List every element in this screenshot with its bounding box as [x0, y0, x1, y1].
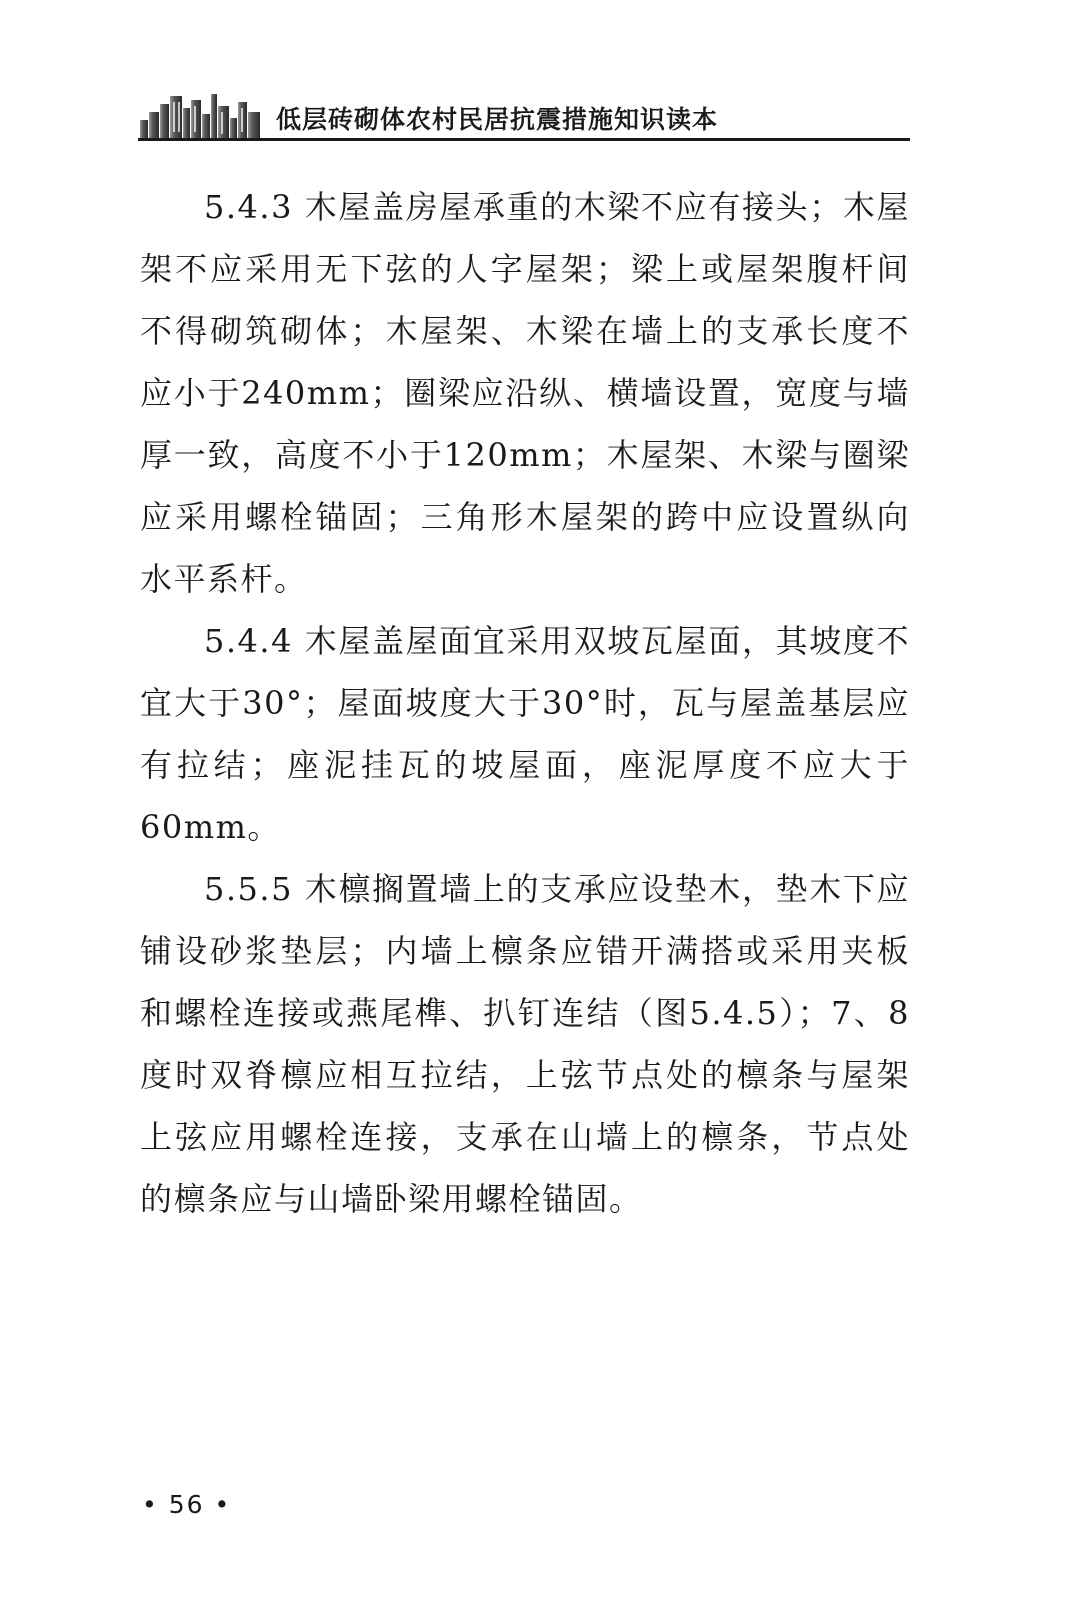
- paragraph-5-4-4: 5.4.4 木屋盖屋面宜采用双坡瓦屋面，其坡度不宜大于30°；屋面坡度大于30°时，瓦与屋盖基层应有拉结；座泥挂瓦的坡屋面，座泥厚度不应大于60mm。: [140, 622, 910, 846]
- city-skyline-icon: [138, 90, 262, 138]
- book-title: 低层砖砌体农村民居抗震措施知识读本: [276, 105, 719, 134]
- paragraph-5-5-5: 5.5.5 木檩搁置墙上的支承应设垫木，垫木下应铺设砂浆垫层；内墙上檩条应错开满搭或采用夹板和螺栓连接或燕尾榫、扒钉连结（图5.4.5）；7、8度时双脊檩应相互拉结，上弦节点处的檩条与屋架上弦应用螺栓连接，支承在山墙上的檩条，节点处的檩条应与山墙卧梁用螺栓锚固。: [140, 870, 910, 1218]
- header-divider: [138, 138, 910, 141]
- body-text: [140, 176, 910, 1230]
- page-number: • 56 •: [142, 1490, 232, 1519]
- paragraph-5-4-3: 5.4.3 木屋盖房屋承重的木梁不应有接头；木屋架不应采用无下弦的人字屋架；梁上或屋架腹杆间不得砌筑砌体；木屋架、木梁在墙上的支承长度不应小于240mm；圈梁应沿纵、横墙设置，宽度与墙厚一致，高度不小于120mm；木屋架、木梁与圈梁应采用螺栓锚固；三角形木屋架的跨中应设置纵向水平系杆。: [140, 188, 910, 598]
- running-header: [138, 90, 910, 140]
